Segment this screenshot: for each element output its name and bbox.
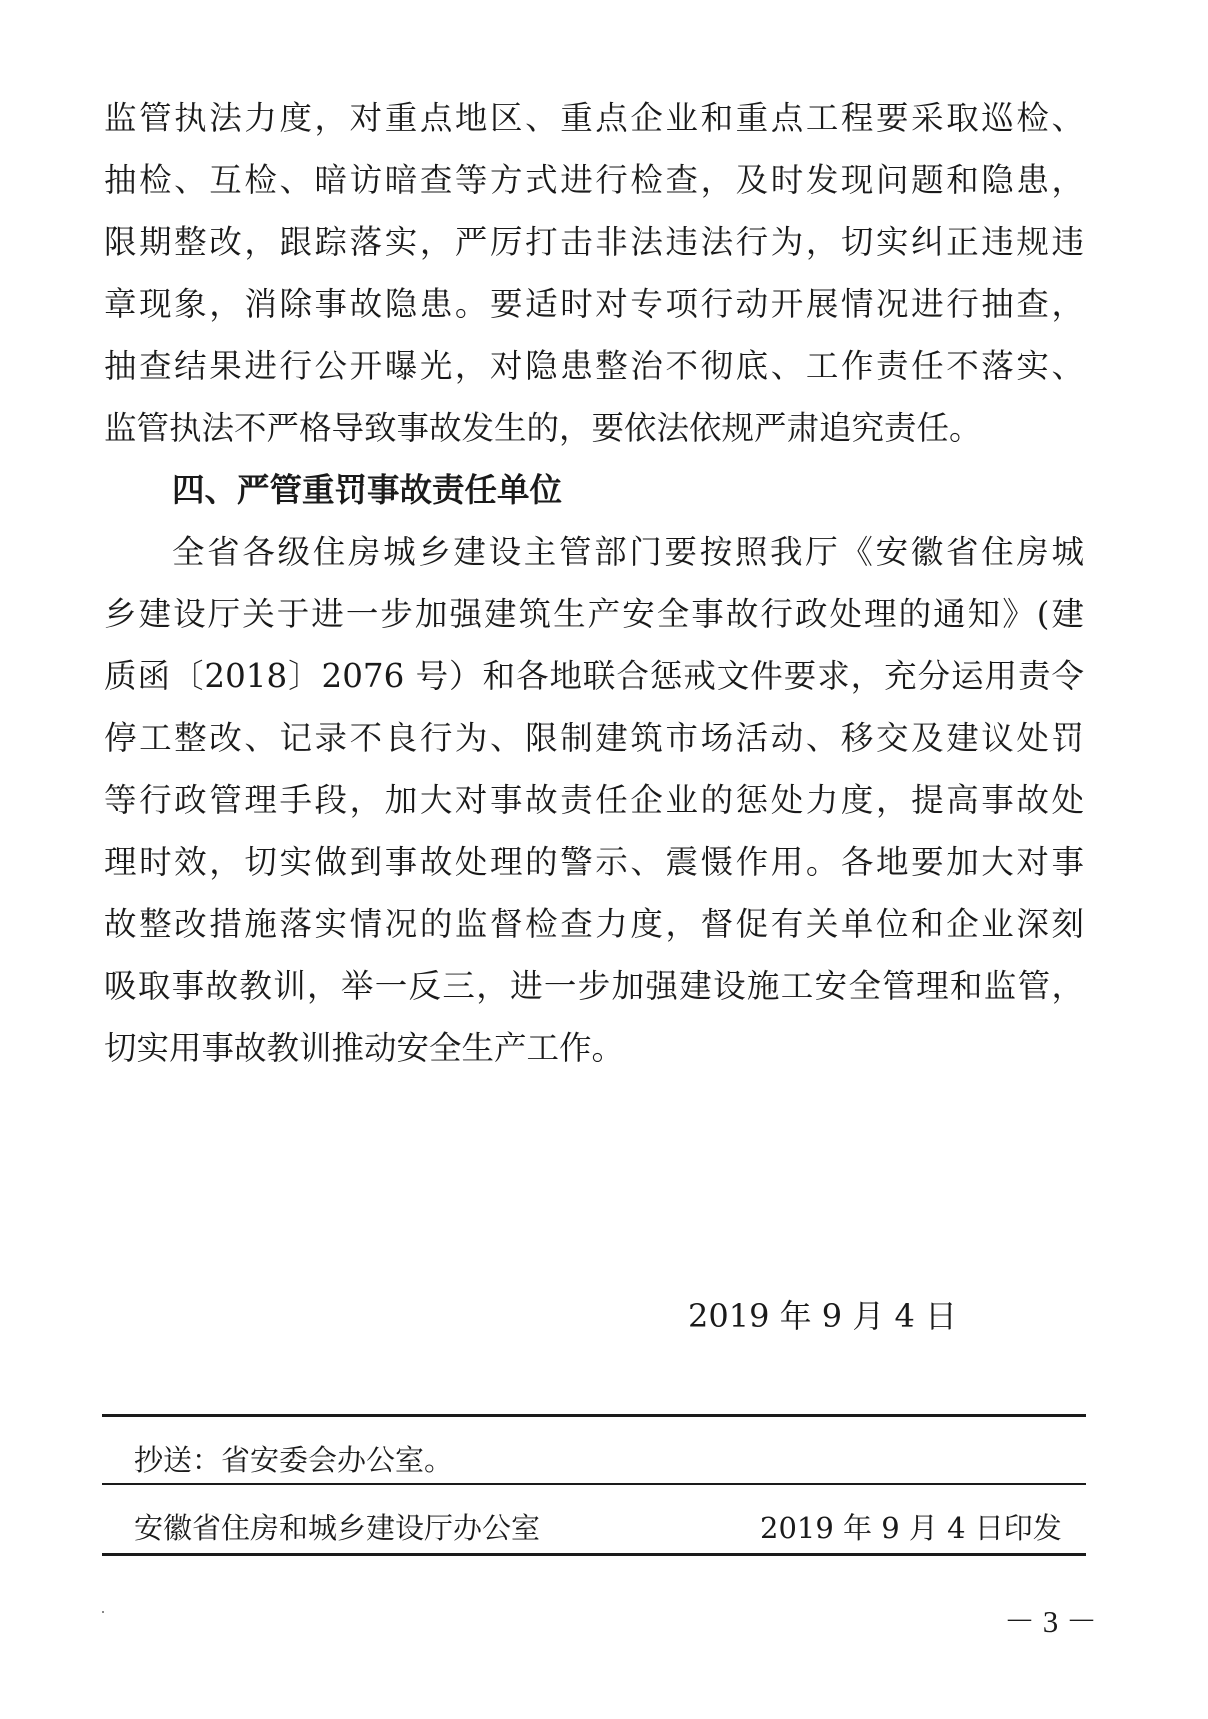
body-line: 等行政管理手段，加大对事故责任企业的惩处力度，提高事故处 [104, 781, 1084, 819]
body-line: 乡建设厅关于进一步加强建筑生产安全事故行政处理的通知》(建 [104, 595, 1084, 633]
body-line: 抽检、互检、暗访暗查等方式进行检查，及时发现问题和隐患， [104, 161, 1084, 199]
body-line: 吸取事故教训，举一反三，进一步加强建设施工安全管理和监管， [104, 967, 1084, 1005]
body-line: 故整改措施落实情况的监督检查力度，督促有关单位和企业深刻 [104, 905, 1084, 943]
body-line: 限期整改，跟踪落实，严厉打击非法违法行为，切实纠正违规违 [104, 223, 1084, 261]
divider-bottom [102, 1553, 1086, 1556]
page-number: － 3 － [1004, 1604, 1097, 1639]
scan-speck [102, 1611, 104, 1613]
print-date: 2019 年 9 月 4 日印发 [760, 1511, 1062, 1545]
body-line: 章现象，消除事故隐患。要适时对专项行动开展情况进行抽查， [104, 285, 1084, 323]
section-heading: 四、严管重罚事故责任单位 [172, 471, 563, 509]
body-line: 理时效，切实做到事故处理的警示、震慑作用。各地要加大对事 [104, 843, 1084, 881]
divider-top [102, 1414, 1086, 1417]
body-line: 抽查结果进行公开曝光，对隐患整治不彻底、工作责任不落实、 [104, 347, 1084, 385]
body-line: 切实用事故教训推动安全生产工作。 [104, 1029, 625, 1067]
body-line: 全省各级住房城乡建设主管部门要按照我厅《安徽省住房城 [172, 533, 1084, 571]
issuer-name: 安徽省住房和城乡建设厅办公室 [134, 1511, 541, 1545]
divider-middle [102, 1483, 1086, 1485]
body-line: 监管执法力度，对重点地区、重点企业和重点工程要采取巡检、 [104, 99, 1084, 137]
cc-line: 抄送：省安委会办公室。 [134, 1443, 454, 1477]
body-line: 停工整改、记录不良行为、限制建筑市场活动、移交及建议处罚 [104, 719, 1084, 757]
body-line: 质函〔2018〕2076 号）和各地联合惩戒文件要求，充分运用责令 [104, 657, 1084, 695]
signature-date: 2019 年 9 月 4 日 [688, 1297, 958, 1335]
body-line: 监管执法不严格导致事故发生的，要依法依规严肃追究责任。 [104, 409, 982, 447]
